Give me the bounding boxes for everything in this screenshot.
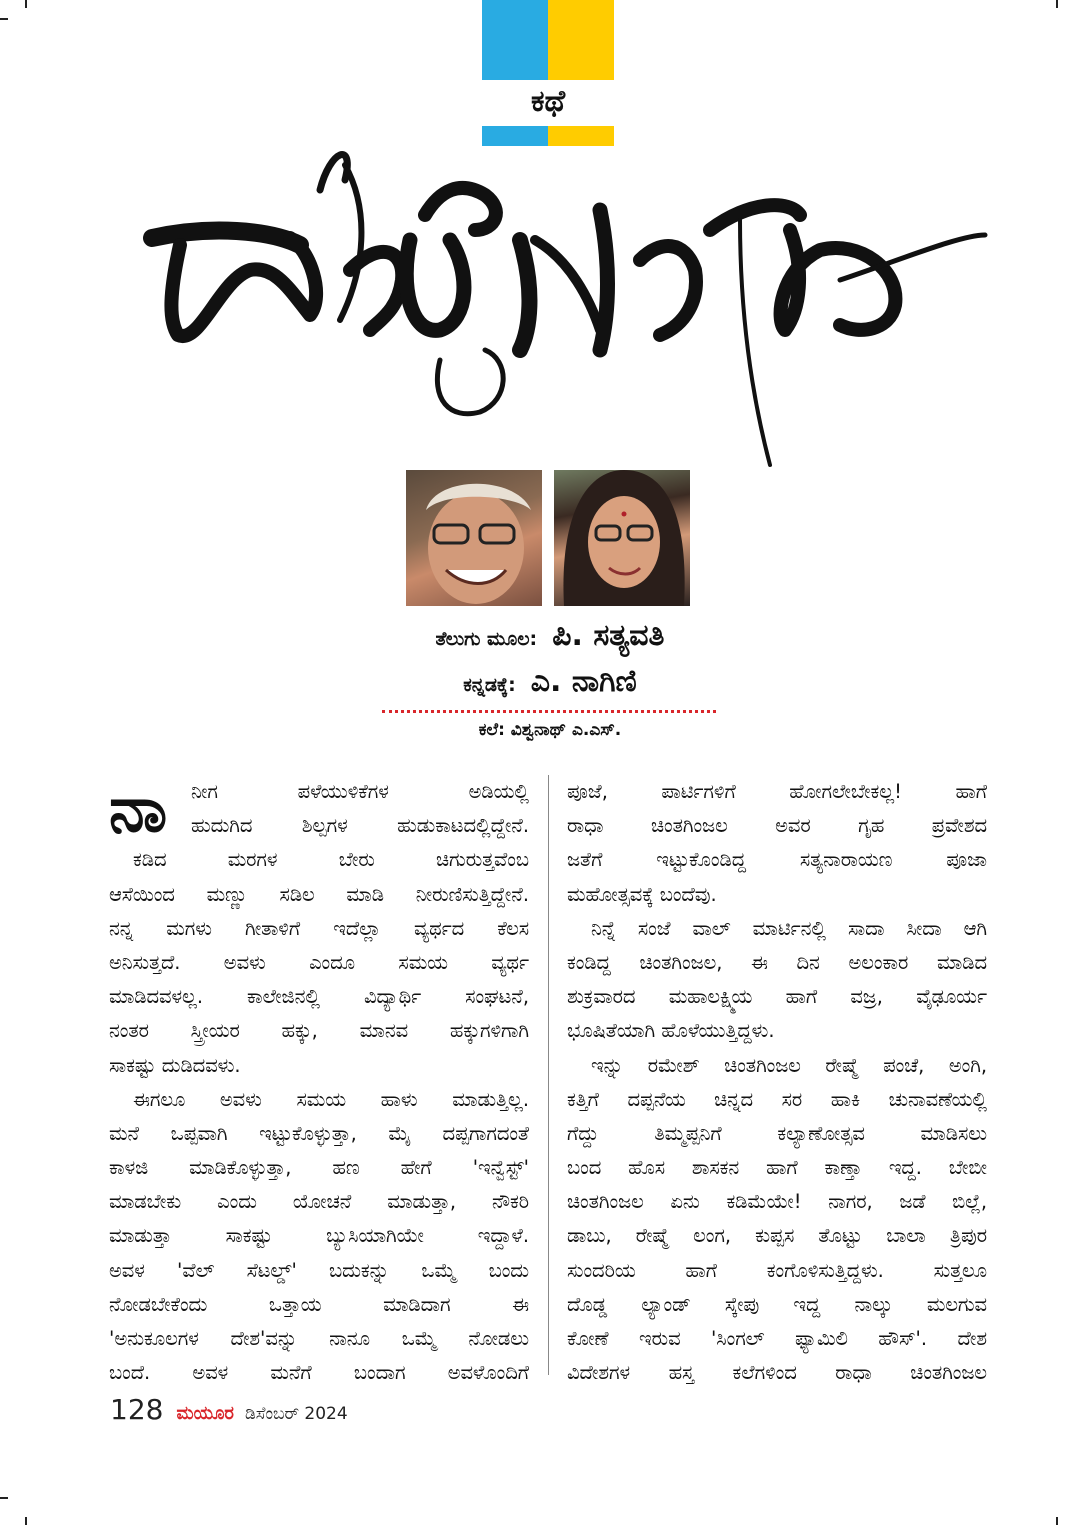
- art-credit: ಕಲೆ: ವಿಶ್ವನಾಥ್ ಎ.ಎಸ್.: [478, 720, 622, 740]
- portrait-elderly-woman-icon: [406, 470, 542, 606]
- text-line: ಹುದುಗಿದ ಶಿಲ್ಪಗಳ ಹುಡುಕಾಟದಲ್ಲಿದ್ದೇನೆ.: [191, 814, 529, 838]
- translator-credit: [380, 664, 720, 699]
- text-line: ಇನ್ನು ರಮೇಶ್ ಚಿಂತಗಿಂಜಲ ರೇಷ್ಮೆ ಪಂಚೆ, ಅಂಗಿ,: [591, 1053, 987, 1077]
- text-line: ಮಾಡಬೇಕು ಎಂದು ಯೋಚನೆ ಮಾಡುತ್ತಾ, ನೌಕರಿ: [109, 1190, 529, 1214]
- text-line: ನನ್ನ ಮಗಳು ಗೀತಾಳಿಗೆ ಇದೆಲ್ಲಾ ವ್ಯರ್ಥದ ಕೆಲಸ: [109, 916, 529, 940]
- text-line: ಈಗಲೂ ಅವಳು ಸಮಯ ಹಾಳು ಮಾಡುತ್ತಿಲ್ಲ.: [133, 1087, 529, 1111]
- text-line: ಕತ್ತಿಗೆ ದಪ್ಪನೆಯ ಚಿನ್ನದ ಸರ ಹಾಕಿ ಚುನಾವಣೆಯಲ್ಲಿ: [567, 1087, 987, 1111]
- text-line: ಸುಂದರಿಯ ಹಾಗೆ ಕಂಗೊಳಿಸುತ್ತಿದ್ದಳು. ಸುತ್ತಲೂ: [567, 1258, 987, 1282]
- text-line: ನೋಡಬೇಕೆಂದು ಒತ್ತಾಯ ಮಾಡಿದಾಗ ಈ: [109, 1292, 529, 1316]
- translator-label: ಕನ್ನಡಕ್ಕೆ:: [463, 674, 516, 696]
- text-line: ರಾಧಾ ಚಿಂತಗಿಂಜಲ ಅವರ ಗೃಹ ಪ್ರವೇಶದ: [567, 814, 987, 838]
- portrait-young-woman-icon: [554, 470, 690, 606]
- blue-block: [482, 0, 548, 80]
- body-column-right: [567, 775, 987, 1390]
- text-line: ಭೂಷಿತೆಯಾಗಿ ಹೊಳೆಯುತ್ತಿದ್ದಳು.: [567, 1019, 775, 1043]
- text-line: ಕಾಳಜಿ ಮಾಡಿಕೊಳ್ಳುತ್ತಾ, ಹಣ ಹೇಗೆ 'ಇನ್ವೆಸ್ಟ್': [109, 1156, 529, 1180]
- header-color-bar: [482, 0, 614, 80]
- text-line: ದೊಡ್ಡ ಲ್ಯಾಂಡ್ ಸ್ಕೇಪು ಇದ್ದ ನಾಲ್ಕು ಮಲಗುವ: [567, 1292, 987, 1316]
- crop-mark: [1056, 1517, 1058, 1525]
- text-line: ಮನೆ ಒಪ್ಪವಾಗಿ ಇಟ್ಟುಕೊಳ್ಳುತ್ತಾ, ಮೈ ದಪ್ಪಗಾಗದಂತೆ: [109, 1121, 529, 1145]
- crop-mark: [25, 1517, 27, 1525]
- crop-mark: [0, 18, 8, 20]
- crop-mark: [1056, 0, 1058, 8]
- page-footer: [110, 1393, 348, 1426]
- text-line: ಕಡಿದ ಮರಗಳ ಬೇರು ಚಿಗುರುತ್ತವೆಂಬ: [133, 848, 529, 872]
- text-line: ಕಂಡಿದ್ದ ಚಿಂತಗಿಂಜಲ, ಈ ದಿನ ಅಲಂಕಾರ ಮಾಡಿದ: [567, 950, 987, 974]
- column-divider: [548, 775, 549, 1375]
- original-label: ತೆಲುಗು ಮೂಲ:: [435, 628, 538, 650]
- text-line: ಬಂದ ಹೊಸ ಶಾಸಕನ ಹಾಗೆ ಕಾಣ್ತಾ ಇದ್ದ. ಬೇಬೀ: [567, 1156, 987, 1180]
- issue-date: ಡಿಸೆಂಬರ್ 2024: [245, 1404, 348, 1424]
- text-line: ಜತೆಗೆ ಇಟ್ಟುಕೊಂಡಿದ್ದ ಸತ್ಯನಾರಾಯಣ ಪೂಜಾ: [567, 848, 987, 872]
- crop-mark: [0, 1497, 8, 1499]
- text-line: ಚಿಂತಗಿಂಜಲ ಏನು ಕಡಿಮೆಯೇ! ನಾಗರ, ಜಡೆ ಬಿಲ್ಲೆ,: [567, 1190, 987, 1214]
- author-photo: [406, 470, 542, 606]
- text-line: ನೀಗ ಪಳೆಯುಳಿಕೆಗಳ ಅಡಿಯಲ್ಲಿ: [191, 780, 529, 803]
- category-label: ಕಥೆ: [530, 84, 566, 119]
- original-author-name: ಪಿ. ಸತ್ಯವತಿ: [552, 618, 665, 653]
- text-line: ನಿನ್ನೆ ಸಂಜೆ ವಾಲ್ ಮಾರ್ಟಿನಲ್ಲಿ ಸಾದಾ ಸೀದಾ ಆಗಿ: [591, 916, 987, 940]
- text-line: ಕೋಣೆ ಇರುವ 'ಸಿಂಗಲ್ ಫ್ಯಾಮಿಲಿ ಹೌಸ್'. ದೇಶ: [567, 1327, 987, 1350]
- crop-mark: [25, 0, 27, 8]
- text-line: ಮಹೋತ್ಸವಕ್ಕೆ ಬಂದೆವು.: [567, 882, 717, 906]
- text-line: ಅನಿಸುತ್ತದೆ. ಅವಳು ಎಂದೂ ಸಮಯ ವ್ಯರ್ಥ: [109, 950, 529, 974]
- text-line: ಡಾಬು, ರೇಷ್ಮೆ ಲಂಗ, ಕುಪ್ಪಸ ತೊಟ್ಟು ಬಾಲಾ ತ್ರಿಪುರ: [567, 1224, 987, 1248]
- text-line: ಅವಳ 'ವೆಲ್ ಸೆಟಲ್ಡ್' ಬದುಕನ್ನು ಒಮ್ಮೆ ಬಂದು: [109, 1258, 529, 1282]
- title-text: [140, 270, 1000, 447]
- text-line: ಪೂಜೆ, ಪಾರ್ಟಿಗಳಿಗೆ ಹೋಗಲೇಬೇಕಲ್ಲ! ಹಾಗೆ: [567, 780, 987, 803]
- yellow-block: [548, 0, 614, 80]
- body-column-left: [109, 775, 529, 1390]
- drop-cap: ನಾ: [109, 773, 168, 847]
- text-line: ಮಾಡುತ್ತಾ ಸಾಕಷ್ಟು ಬ್ಯುಸಿಯಾಗಿಯೇ ಇದ್ದಾಳೆ.: [109, 1224, 529, 1248]
- text-line: ಆಸೆಯಿಂದ ಮಣ್ಣು ಸಡಿಲ ಮಾಡಿ ನೀರುಣಿಸುತ್ತಿದ್ದೇನೆ.: [109, 882, 529, 906]
- text-line: ಸಾಕಷ್ಟು ದುಡಿದವಳು.: [109, 1053, 241, 1077]
- magazine-logo: ಮಯೂರ: [176, 1403, 234, 1424]
- page-number: 128: [110, 1393, 164, 1426]
- original-author-credit: [380, 618, 720, 653]
- text-line: ಶುಕ್ರವಾರದ ಮಹಾಲಕ್ಷ್ಮಿಯ ಹಾಗೆ ವಜ್ರ, ವೈಢೂರ್ಯ: [567, 985, 987, 1009]
- text-line: ನಂತರ ಸ್ತ್ರೀಯರ ಹಕ್ಕು, ಮಾನವ ಹಕ್ಕುಗಳಿಗಾಗಿ: [109, 1019, 529, 1043]
- text-line: ಮಾಡಿದವಳಲ್ಲ. ಕಾಲೇಜಿನಲ್ಲಿ ವಿದ್ಯಾರ್ಥಿ ಸಂಘಟನೆ,: [109, 985, 529, 1009]
- text-line: 'ಅನುಕೂಲಗಳ ದೇಶ'ವನ್ನು ನಾನೂ ಒಮ್ಮೆ ನೋಡಲು: [109, 1327, 529, 1350]
- text-line: ಗೆದ್ದು ತಿಮ್ಮಪ್ಪನಿಗೆ ಕಲ್ಯಾಣೋತ್ಸವ ಮಾಡಿಸಲು: [567, 1121, 987, 1145]
- story-title: [140, 120, 1000, 470]
- text-line: ವಿದೇಶಗಳ ಹಸ್ತ ಕಲೆಗಳಿಂದ ರಾಧಾ ಚಿಂತಗಿಂಜಲ: [567, 1361, 987, 1385]
- translator-name: ಎ. ನಾಗಿಣಿ: [530, 664, 637, 699]
- text-line: ಬಂದೆ. ಅವಳ ಮನೆಗೆ ಬಂದಾಗ ಅವಳೊಂದಿಗೆ: [109, 1361, 529, 1385]
- dotted-separator: [382, 710, 716, 713]
- translator-photo: [554, 470, 690, 606]
